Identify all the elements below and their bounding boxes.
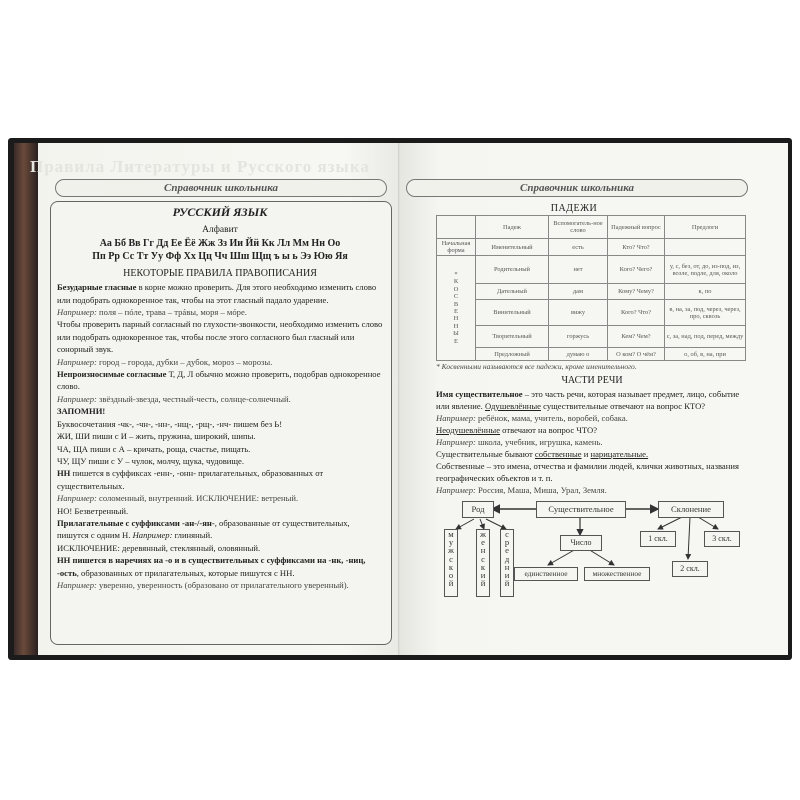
rule-term: НН пишется в наречиях на -о и в существительных с суффиксами на -нк, -ниц, -ость [57,555,366,578]
table-header-row [437,216,746,239]
alphabet-row-2: Пп Рр Сс Тт Уу Фф Хх Цц Чч Шш Щщ ъ ы ь Ээ Юю Яя [92,250,348,262]
case-name: Родительный [476,256,549,284]
subject-title: РУССКИЙ ЯЗЫК [172,205,268,219]
example-text: ребёнок, мама, учитель, воробей, собака. [475,413,628,423]
right-page [400,143,788,655]
oblique-letters: * К О С В Е Н Н Ы Е [453,270,459,345]
rule-chu-shchu: ЧУ, ЩУ пиши с У – чулок, молчу, щука, чудовище. [57,455,244,466]
rule-text: в корне можно проверить. Для этого необходимо изменить слово или подобрать однокоренное так, чтобы на этот гласный падало ударение. [57,282,377,305]
alphabet-row-1: Аа Бб Вв Гг Дд Ее Ёё Жж Зз Ии Йй Кк Лл Мм Нн Оо [99,237,341,249]
rule-text: пишется в суффиксах -енн-, -онн- прилагательных, образованных от существительных. [57,468,324,491]
page-edge-strip [14,143,38,655]
rule-exception: НО! Безветренный. [57,505,129,516]
example-label: Например: [57,579,97,590]
rule-double-n [57,467,383,492]
declension-1-box: 1 скл. [640,531,676,547]
rule-cha-shcha: ЧА, ЩА пиши с А – кричать, роща, счастье, пищать. [57,443,251,454]
case-name: Дательный [476,284,549,300]
text: Существительные бывают [436,449,535,459]
rule-example [57,579,383,591]
example-line [436,436,748,448]
rule-paired-consonants: Чтобы проверить парный согласный по глухости-звонкости, необходимо изменить слово или подобрать однокоренное так, чтобы после этого согласного был гласный или сонорный звук. [57,319,383,355]
rule-term: Безударные гласные [57,282,137,293]
ghost-title: Правила Литературы и Русского языка [30,157,370,176]
russian-rules-text [57,206,383,591]
case-name: Винительный [476,300,549,326]
case-name: Именительный [476,239,549,256]
example-label: Например: [57,356,97,367]
example-text: школа, учебник, игрушка, камень. [475,437,603,447]
case-question: О ком? О чём? [608,348,665,361]
case-question: Кого? Чего? [608,256,665,284]
case-aux-word: горжусь [549,326,608,348]
example-label: Например: [436,413,476,423]
definition-text: отвечают на вопрос ЧТО? [500,425,598,435]
example-text: город – города, дубки – дубок, мороз – морозы. [96,356,273,367]
declension-2-box: 2 скл. [672,561,708,577]
column-header: Падежный вопрос [608,216,665,239]
proper-definition: Собственные – это имена, отчества и фамилии людей, клички животных, названия географических объектов и т. п. [436,461,739,483]
cases-table [436,215,746,361]
russian-language-box [50,201,392,645]
table-row [437,348,746,361]
rule-term: Непроизносимые согласные [57,369,167,380]
case-name: Предложный [476,348,549,361]
proper-common-line [436,448,748,460]
noun-definition [436,388,748,412]
rule-text: , образованные от существительных, пишутся с одним Н. [57,517,350,541]
case-prepositions: с, за, над, под, перед, между [665,326,746,348]
remember-heading: ЗАПОМНИ! [57,406,106,417]
column-header: Предлоги [665,216,746,239]
case-prepositions [665,239,746,256]
cases-title: ПАДЕЖИ [550,203,598,214]
rule-example [57,492,383,504]
case-name: Творительный [476,326,549,348]
right-header: Справочник школьника [406,179,748,197]
gender-neuter-box [500,529,514,597]
example-text: поля – пóле, трава – трáвы, моря – мóре. [96,307,247,318]
inanimate-line [436,424,748,436]
example-text: соломенный, внутренний. ИСКЛЮЧЕНИЕ: ветреный. [96,493,299,504]
table-row [437,326,746,348]
initial-form-label: Начальная форма [437,239,476,256]
rule-zhi-shi: ЖИ, ШИ пиши с И – жить, пружина, широкий, шипы. [57,431,256,442]
text: и [581,449,591,459]
column-header: Падеж [476,216,549,239]
rule-term: Прилагательные с суффиксами -ан-/-ян- [57,517,215,528]
case-aux-word: дам [549,284,608,300]
table-row [437,239,746,256]
rule-silent-consonants [57,368,383,393]
rule-example [57,356,383,368]
example-line [436,412,748,424]
term: Имя существительное [436,389,523,399]
vertical-word: ж е н с к и й [480,529,486,589]
example-label: Например: [57,493,97,504]
rule-unstressed-vowels [57,281,383,306]
case-aux-word: думаю о [549,348,608,361]
example-text: звёздный-звезда, честный-честь, солнце-солнечный. [96,393,291,404]
gender-feminine-box [476,529,490,597]
singular-box: единственное [514,567,578,581]
example-line [436,484,748,496]
declension-box: Склонение [658,501,724,518]
case-prepositions: в, на, за, под, через, через, про, сквозь [665,300,746,326]
rule-no-soft-sign: Буквосочетания -чк-, -чн-, -нн-, -нщ-, -рщ-, -нч- пишем без Ь! [57,418,283,429]
rule-adverbs-nn [57,554,383,579]
definition-text: существительные отвечают на вопрос КТО? [540,401,706,411]
rules-title: НЕКОТОРЫЕ ПРАВИЛА ПРАВОПИСАНИЯ [123,267,317,279]
table-row [437,284,746,300]
underlined-term: Неодушевлённые [436,425,501,435]
column-header: Вспомогатель-ное слово [549,216,608,239]
case-prepositions: у, с, без, от, до, из-под, из, возле, подле, для, около [665,256,746,284]
left-header: Справочник школьника [55,179,387,197]
case-aux-word: вижу [549,300,608,326]
rule-term: НН [57,468,71,479]
cases-footnote: * Косвенными называются все падежи, кроме именительного. [436,362,637,371]
vertical-word: м у ж с к о й [448,529,454,589]
example-label: Например: [57,393,97,404]
declension-3-box: 3 скл. [704,531,740,547]
rule-example [57,393,383,405]
example-label: Например: [57,307,97,318]
table-row [437,256,746,284]
alphabet-label: Алфавит [202,225,238,236]
noun-diagram [436,499,748,649]
rule-text: Т, Д, Л обычно можно проверить, подобрав однокоренное слово. [57,369,381,392]
example-label: Например: [132,530,173,541]
underlined-term: собственные [534,449,582,459]
left-page [14,143,402,655]
vertical-word: с р е д н и й [504,529,510,589]
case-question: Кто? Что? [608,239,665,256]
parts-title: ЧАСТИ РЕЧИ [561,375,623,386]
case-aux-word: есть [549,239,608,256]
rule-exception: ИСКЛЮЧЕНИЕ: деревянный, стеклянный, оловянный. [57,542,261,553]
example-label: Например: [436,437,476,447]
rule-an-yan-suffix [57,517,383,542]
example-text: глиняный. [172,530,213,541]
case-question: Кому? Чему? [608,284,665,300]
underlined-term: Одушевлённые [484,401,541,411]
example-text: Россия, Маша, Миша, Урал, Земля. [475,485,607,495]
example-text: уверенно, уверенность (образовано от прилагательного уверенный). [96,579,349,590]
case-prepositions: к, по [665,284,746,300]
underlined-term: нарицательные. [590,449,649,459]
gender-box: Род [462,501,494,518]
rule-text: , образованных от прилагательных, которые пишутся с НН. [76,567,295,578]
number-box: Число [560,535,602,551]
case-question: Кого? Что? [608,300,665,326]
case-question: Кем? Чем? [608,326,665,348]
parts-of-speech-text [436,375,748,496]
gender-masculine-box [444,529,458,597]
blank-header [437,216,476,239]
definition-text: – это часть речи, которая называет предмет, лицо, событие или явление. [436,389,740,411]
example-label: Например: [436,485,476,495]
noun-box: Существительное [536,501,626,518]
case-aux-word: нет [549,256,608,284]
case-prepositions: о, об, в, на, при [665,348,746,361]
plural-box: множественное [584,567,650,581]
rule-example [57,306,383,318]
table-row [437,300,746,326]
oblique-cases-label [437,256,476,361]
